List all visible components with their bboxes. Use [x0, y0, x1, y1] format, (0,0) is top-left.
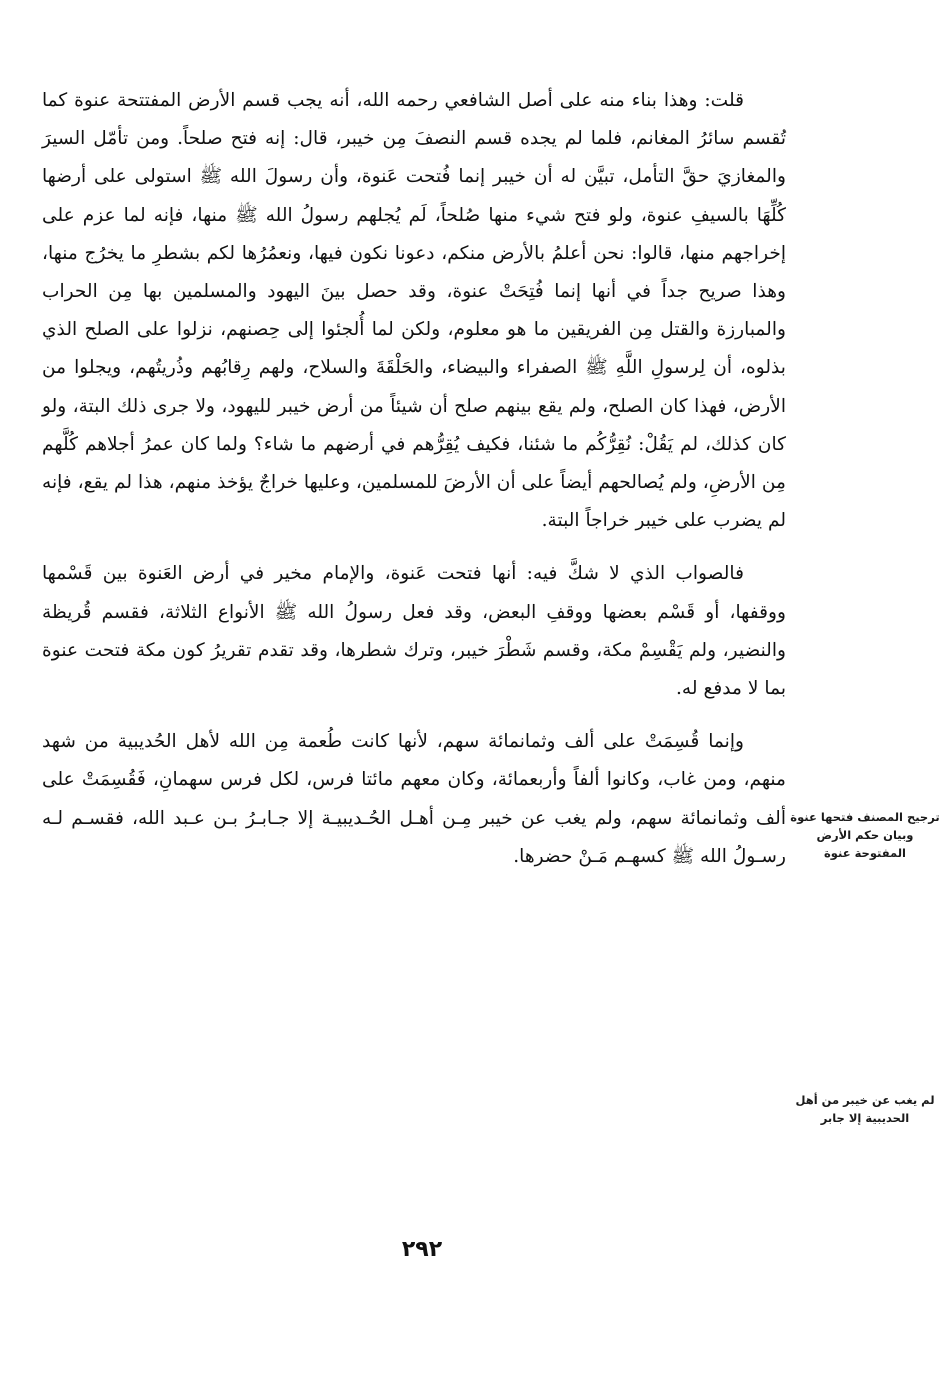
- main-text: [42, 82, 786, 876]
- paragraph-2: فالصواب الذي لا شكَّ فيه: أنها فتحت عَنوة، والإمام مخير في أرض العَنوة بين قَسْمها ووقفها، أو قَسْم بعضها ووقفِ البعض، وقد فعل رسولُ الله ﷺ الأنواع الثلاثة، فقسم قُريظة والنضير، ولم يَقْسِمْ مكة، وقسم شَطْرَ خيبر، وترك شطرها، وقد تقدم تقريرُ كون مكة فتحت عنوة بما لا مدفع له.: [42, 563, 786, 700]
- paragraph-1: قلت: وهذا بناء منه على أصل الشافعي رحمه الله، أنه يجب قسم الأرض المفتتحة عنوة كما تُقسم سائرُ المغانم، فلما لم يجده قسم النصفَ مِن خيبر، قال: إنه فتح صلحاً. ومن تأمّل السيرَ والمغازيَ حقَّ التأمل، تبيَّن له أن خيبر إنما فُتحت عَنوة، وأن رسولَ الله ﷺ استولى على أرضها كُلِّهَا بالسيفِ عنوة، ولو فتح شيء منها صُلحاً، لَم يُجلهم رسولُ الله ﷺ منها، فإنه لما عزم على إخراجهم منها، قالوا: نحن أعلمُ بالأرض منكم، دعونا نكون فيها، ونعمُرُها لكم بشطرِ ما يخرُج منها، وهذا صريح جداً في أنها إنما فُتِحَتْ عنوة، وقد حصل بينَ اليهود والمسلمين بها مِن الحراب والمبارزة والقتل مِن الفريقين ما هو معلوم، ولكن لما أُلجئوا إلى حِصنهم، نزلوا على الصلح الذي بذلوه، أن لِرسولِ اللَّهِ ﷺ الصفراء والبيضاء، والحَلْقَةَ والسلاح، ولهم رِقابُهم وذُريتُهم، ويجلوا من الأرض، فهذا كان الصلح، ولم يقع بينهم صلح أن شيئاً من أرض خيبر لليهود، ولا جرى ذلك البتة، ولو كان كذلك، لم يَقُلْ: نُقِرُّكُم ما شئنا، فكيف يُقِرُّهم في أرضهم ما شاء؟ ولما كان عمرُ أجلاهم كُلَّهم مِن الأرضِ، ولم يُصالحهم أيضاً على أن الأرضَ للمسلمين، وعليها خراجٌ يؤخذ منهم، هذا لم يقع، فإنه لم يضرب على خيبر خراجاً البتة.: [42, 90, 786, 532]
- paragraph-3: وإنما قُسِمَتْ على ألف وثمانمائة سهم، لأنها كانت طُعمة مِن الله لأهل الحُديبية من شهد منهم، ومن غاب، وكانوا ألفاً وأربعمائة، وكان معهم مائتا فرس، لكل فرس سهمانِ، فَقُسِمَتْ على ألف وثمانمائة سهم، ولم يغب عن خيبر مِـن أهـل الحُـديبيـة إلا جـابـرُ بـن عـبد الله، فقسـم لـه رسـولُ الله ﷺ كسهـم مَـنْ حضرها.: [42, 731, 786, 867]
- page-number: ٢٩٢: [401, 1237, 443, 1262]
- margin-note-jabir: لم يغب عن خيبر من أهل الحديبية إلا جابر: [795, 1093, 935, 1125]
- margin-note-conquest-ruling: ترجيح المصنف فتحها عنوة وبيان حكم الأرض المفتوحة عنوة: [790, 810, 940, 860]
